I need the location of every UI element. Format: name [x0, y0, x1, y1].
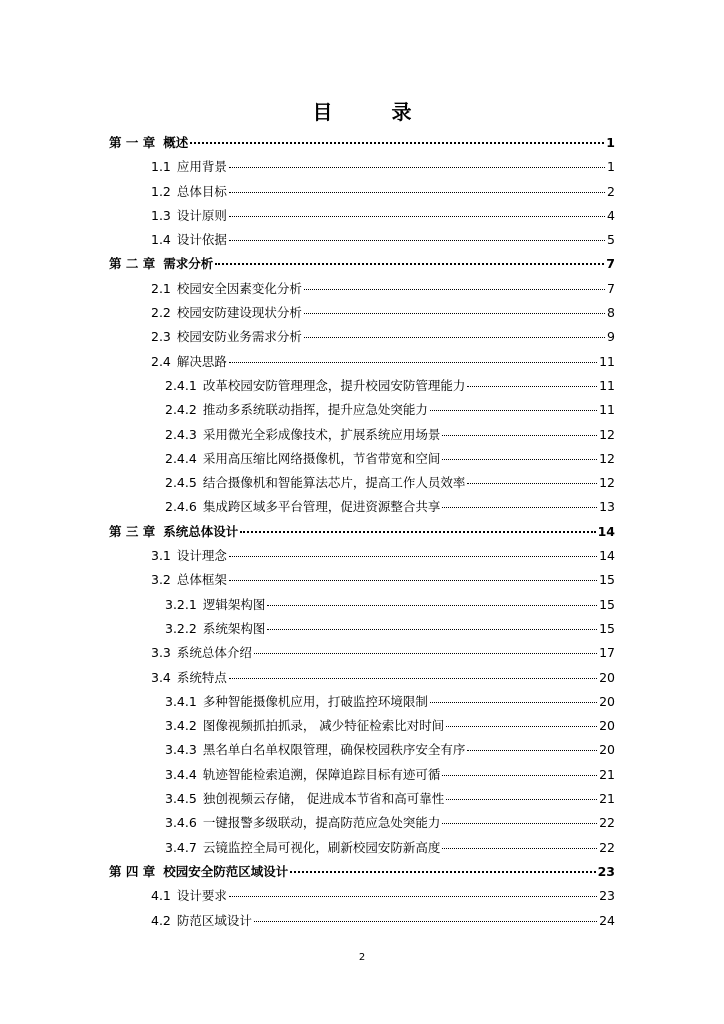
toc-entry-number: 2.4.6	[165, 499, 197, 515]
toc-entry-label: 总体框架	[176, 572, 227, 588]
toc-entry-number: 1.2	[151, 183, 171, 199]
dot-leader	[442, 848, 597, 849]
toc-entry-page: 20	[599, 693, 615, 709]
toc-entry-number: 1.1	[151, 159, 171, 175]
toc-entry-page: 4	[607, 207, 615, 223]
dot-leader	[229, 167, 605, 168]
toc-entry-page: 15	[599, 596, 615, 612]
toc-entry-number: 第 一 章	[109, 135, 156, 150]
toc-entry-page: 22	[599, 839, 615, 855]
toc-entry[interactable]	[0, 520, 724, 544]
toc-title: 目 录	[312, 100, 438, 124]
toc-entry-page: 15	[599, 620, 615, 636]
toc-entry-number: 3.4.5	[165, 791, 197, 807]
toc-entry[interactable]	[0, 204, 724, 228]
toc-entry-page: 5	[607, 232, 615, 248]
toc-entry-number: 2.4.5	[165, 475, 197, 491]
toc-entry-page: 22	[599, 815, 615, 831]
toc-entry-page: 9	[607, 329, 615, 345]
toc-entry-label: 校园安防业务需求分析	[176, 329, 302, 345]
toc-entry-page: 14	[597, 523, 615, 539]
toc-entry-page: 2	[607, 183, 615, 199]
toc-entry-label: 系统架构图	[202, 620, 266, 636]
toc-entry[interactable]	[0, 447, 724, 471]
toc-entry-page: 20	[599, 742, 615, 758]
toc-entry[interactable]	[0, 738, 724, 762]
dot-leader	[190, 142, 604, 144]
toc-entry[interactable]	[0, 398, 724, 422]
toc-entry-label: 校园安防建设现状分析	[176, 305, 302, 321]
toc-entry-page: 23	[597, 863, 615, 879]
toc-entry-page: 7	[607, 280, 615, 296]
toc-entry-page: 12	[599, 426, 615, 442]
toc-entry[interactable]	[0, 568, 724, 592]
dot-leader	[304, 289, 605, 290]
toc-entry-label: 采用微光全彩成像技术，扩展系统应用场景	[202, 426, 441, 442]
toc-entry-label: 云镜监控全局可视化，刷新校园安防新高度	[202, 839, 441, 855]
dot-leader	[467, 483, 597, 484]
dot-leader	[254, 921, 597, 922]
dot-leader	[467, 386, 597, 387]
toc-entry[interactable]	[0, 131, 724, 155]
toc-entry[interactable]	[0, 884, 724, 908]
toc-entry-page: 12	[599, 475, 615, 491]
toc-entry-page: 24	[599, 912, 615, 928]
toc-entry-number: 2.4.3	[165, 426, 197, 442]
dot-leader	[229, 556, 597, 557]
toc-entry-label: 设计依据	[176, 232, 227, 248]
dot-leader	[229, 240, 605, 241]
toc-entry[interactable]	[0, 641, 724, 665]
toc-entry-label: 黑名单白名单权限管理，确保校园秩序安全有序	[202, 742, 466, 758]
toc-entry[interactable]	[0, 277, 724, 301]
toc-entry[interactable]	[0, 155, 724, 179]
toc-entry[interactable]	[0, 836, 724, 860]
toc-entry-label: 推动多系统联动指挥，提升应急处突能力	[202, 402, 428, 418]
toc-entry-number: 2.1	[151, 280, 171, 296]
toc-entry-label: 结合摄像机和智能算法芯片，提高工作人员效率	[202, 475, 466, 491]
toc-entry-label: 图像视频抓拍抓录， 减少特征检索比对时间	[202, 718, 445, 734]
dot-leader	[229, 896, 597, 897]
toc-entry-page: 1	[606, 135, 615, 150]
dot-leader	[442, 459, 597, 460]
toc-entry[interactable]	[0, 860, 724, 884]
toc-entry[interactable]	[0, 909, 724, 933]
toc-entry-page: 23	[599, 888, 615, 904]
toc-entry-label: 应用背景	[176, 159, 227, 175]
dot-leader	[446, 799, 597, 800]
toc-entry-number: 4.1	[151, 888, 171, 904]
dot-leader	[290, 871, 595, 873]
dot-leader	[229, 580, 597, 581]
toc-entry-label: 防范区域设计	[176, 912, 252, 928]
toc-entry-page: 12	[599, 450, 615, 466]
toc-entry-page: 1	[607, 159, 615, 175]
dot-leader	[446, 726, 597, 727]
toc-entry-label: 一键报警多级联动，提高防范应急处突能力	[202, 815, 441, 831]
toc-entry[interactable]	[0, 811, 724, 835]
toc-entry-label: 采用高压缩比网络摄像机，节省带宽和空间	[202, 450, 441, 466]
toc-entry-number: 第 四 章	[109, 863, 156, 879]
toc-entry-page: 8	[607, 305, 615, 321]
toc-entry-number: 2.4.1	[165, 377, 197, 393]
toc-entry-label: 系统特点	[176, 669, 227, 685]
toc-entry-label: 改革校园安防管理理念，提升校园安防管理能力	[202, 377, 466, 393]
dot-leader	[240, 531, 595, 533]
toc-entry-number: 3.4.2	[165, 718, 197, 734]
toc-entry-page: 7	[606, 256, 615, 272]
toc-entry-label: 多种智能摄像机应用，打破监控环境限制	[202, 693, 428, 709]
toc-entry-label: 校园安全因素变化分析	[176, 280, 302, 296]
toc-entry-number: 3.3	[151, 645, 171, 661]
toc-entry-page: 11	[599, 353, 615, 369]
toc-entry-page: 17	[599, 645, 615, 661]
toc-entry-number: 3.4.7	[165, 839, 197, 855]
toc-entry-number: 3.4.4	[165, 766, 197, 782]
toc-entry-label: 解决思路	[176, 353, 227, 369]
toc-entry-number: 1.4	[151, 232, 171, 248]
toc-entry[interactable]	[0, 690, 724, 714]
toc-entry-number: 2.4	[151, 353, 171, 369]
toc-entry-number: 3.4.3	[165, 742, 197, 758]
dot-leader	[229, 192, 605, 193]
toc-entry-number: 3.4.1	[165, 693, 197, 709]
toc-entry[interactable]	[0, 495, 724, 519]
dot-leader	[304, 337, 605, 338]
toc-entry-number: 3.1	[151, 548, 171, 564]
toc-entry-number: 1.3	[151, 207, 171, 223]
toc-entry-number: 第 三 章	[109, 523, 156, 539]
toc-entry-page: 20	[599, 718, 615, 734]
toc-entry[interactable]	[0, 252, 724, 276]
toc-entry[interactable]	[0, 714, 724, 738]
dot-leader	[467, 750, 597, 751]
toc-entry[interactable]	[0, 593, 724, 617]
toc-entry-label: 独创视频云存储， 促进成本节省和高可靠性	[202, 791, 445, 807]
toc-entry-page: 11	[599, 377, 615, 393]
dot-leader	[254, 653, 597, 654]
table-of-contents	[0, 131, 724, 933]
toc-entry[interactable]	[0, 228, 724, 252]
toc-entry-number: 3.4	[151, 669, 171, 685]
dot-leader	[442, 823, 597, 824]
toc-entry-number: 第 二 章	[109, 256, 156, 272]
toc-entry-label: 需求分析	[163, 256, 214, 272]
toc-entry-number: 3.2	[151, 572, 171, 588]
toc-entry[interactable]	[0, 787, 724, 811]
toc-entry-number: 2.4.2	[165, 402, 197, 418]
toc-entry-number: 2.4.4	[165, 450, 197, 466]
toc-entry[interactable]	[0, 180, 724, 204]
toc-entry-label: 系统总体设计	[163, 523, 239, 539]
toc-entry[interactable]	[0, 301, 724, 325]
dot-leader	[229, 362, 597, 363]
toc-entry-page: 21	[599, 766, 615, 782]
dot-leader	[229, 216, 605, 217]
dot-leader	[442, 775, 597, 776]
toc-entry-number: 2.3	[151, 329, 171, 345]
toc-entry-page: 14	[599, 548, 615, 564]
toc-entry-number: 3.4.6	[165, 815, 197, 831]
dot-leader	[442, 435, 597, 436]
toc-entry[interactable]	[0, 423, 724, 447]
toc-entry[interactable]	[0, 325, 724, 349]
toc-entry[interactable]	[0, 617, 724, 641]
dot-leader	[430, 410, 597, 411]
toc-entry-number: 3.2.1	[165, 596, 197, 612]
dot-leader	[267, 605, 597, 606]
dot-leader	[430, 702, 597, 703]
toc-entry-page: 13	[599, 499, 615, 515]
page-number: 2	[358, 952, 366, 963]
toc-entry-page: 11	[599, 402, 615, 418]
toc-entry[interactable]	[0, 374, 724, 398]
toc-entry[interactable]	[0, 544, 724, 568]
dot-leader	[229, 678, 597, 679]
toc-entry[interactable]	[0, 471, 724, 495]
toc-entry-page: 20	[599, 669, 615, 685]
dot-leader	[215, 263, 604, 265]
toc-entry-label: 集成跨区域多平台管理，促进资源整合共享	[202, 499, 441, 515]
toc-entry-number: 3.2.2	[165, 620, 197, 636]
dot-leader	[267, 629, 597, 630]
toc-entry[interactable]	[0, 666, 724, 690]
toc-entry-page: 21	[599, 791, 615, 807]
toc-entry-label: 校园安全防范区域设计	[163, 863, 289, 879]
toc-entry-label: 逻辑架构图	[202, 596, 266, 612]
toc-entry[interactable]	[0, 350, 724, 374]
toc-entry[interactable]	[0, 763, 724, 787]
toc-entry-label: 总体目标	[176, 183, 227, 199]
toc-entry-label: 设计原则	[176, 207, 227, 223]
dot-leader	[304, 313, 605, 314]
toc-entry-label: 轨迹智能检索追溯，保障追踪目标有迹可循	[202, 766, 441, 782]
toc-entry-number: 2.2	[151, 305, 171, 321]
toc-entry-page: 15	[599, 572, 615, 588]
toc-entry-label: 设计要求	[176, 888, 227, 904]
toc-entry-label: 设计理念	[176, 548, 227, 564]
dot-leader	[442, 507, 597, 508]
toc-entry-label: 系统总体介绍	[176, 645, 252, 661]
toc-entry-label: 概述	[163, 135, 189, 150]
toc-entry-number: 4.2	[151, 912, 171, 928]
